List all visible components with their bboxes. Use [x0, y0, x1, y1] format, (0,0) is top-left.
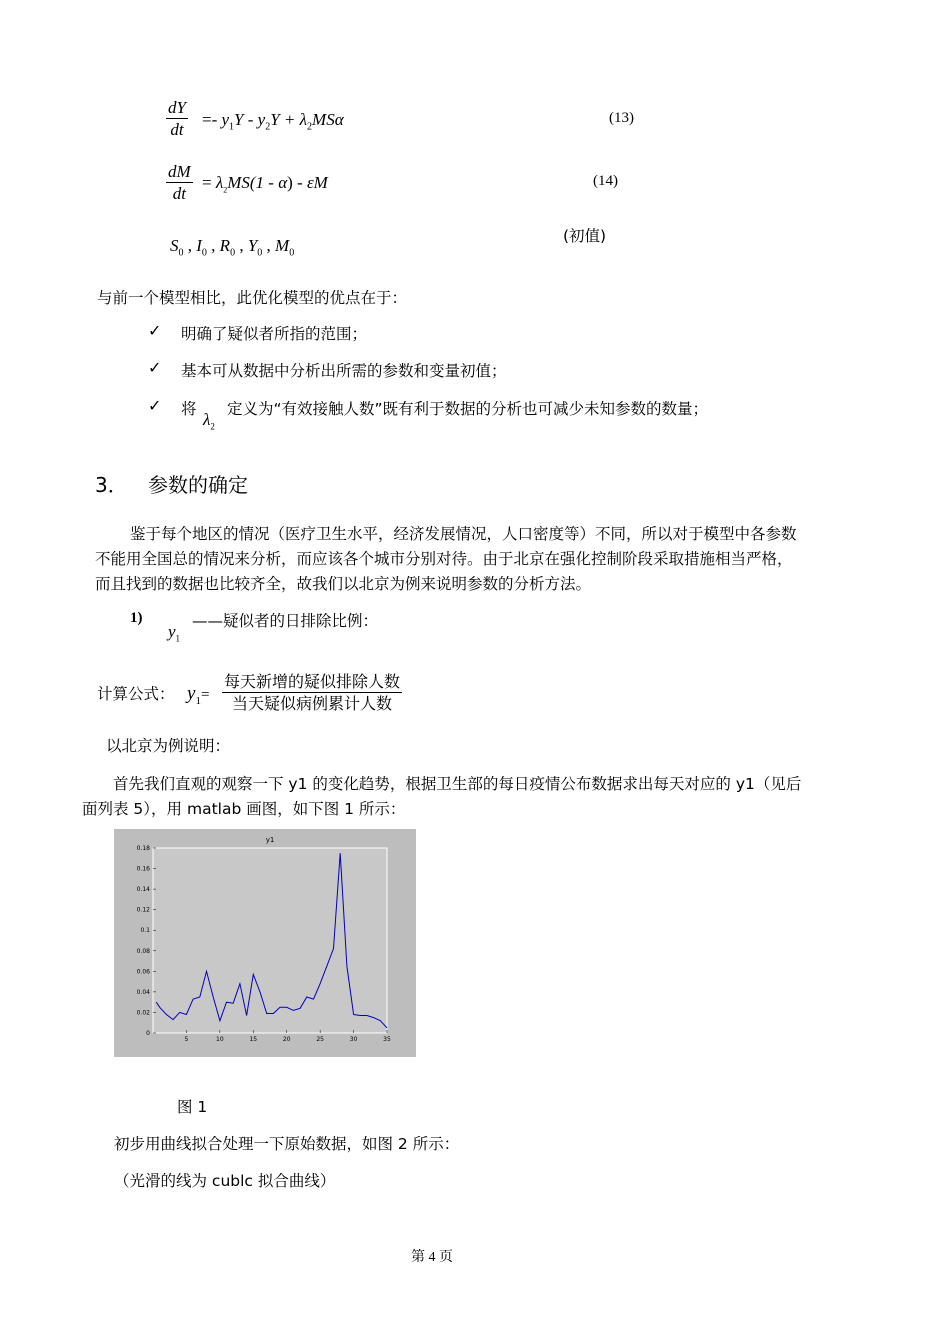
y-tick-label: 0.1 — [140, 927, 150, 935]
sep-4: , — [262, 236, 276, 255]
eq14-fraction — [166, 162, 193, 205]
y0-sub: 0 — [257, 247, 263, 259]
r0-sub: 0 — [230, 247, 236, 259]
eq13-rhs-b: Y - — [234, 110, 258, 129]
check-icon: ✓ — [148, 396, 162, 415]
x-tick-label: 10 — [216, 1036, 224, 1043]
subsection-number: 1) — [130, 610, 143, 626]
y-tick-label: 0.08 — [136, 947, 150, 955]
y-tick-label: 0.16 — [136, 865, 150, 873]
advantages-intro: 与前一个模型相比，此优化模型的优点在于： — [97, 289, 408, 307]
eq14-rhs-c: ) - — [287, 173, 307, 192]
check-icon: ✓ — [148, 321, 162, 340]
r0: R — [219, 236, 231, 255]
y1-symbol: y — [168, 622, 176, 641]
y-tick-label: 0.04 — [136, 988, 150, 996]
x-tick-label: 20 — [282, 1036, 291, 1043]
s0: S — [170, 236, 179, 255]
eq13-y2-sub: 2 — [265, 121, 271, 133]
eq13-y1: y — [221, 110, 230, 129]
y-tick-label: 0.18 — [136, 845, 150, 852]
eq13-rhs-d: MSα — [312, 110, 344, 129]
y-tick-label: 0.06 — [136, 968, 150, 976]
sep-2: , — [206, 236, 220, 255]
eq14-lambda: λ — [215, 173, 224, 192]
formula-lhs — [187, 683, 209, 707]
i0: I — [196, 236, 202, 255]
advantage-item-2: 基本可从数据中分析出所需的参数和变量初值； — [181, 362, 507, 380]
eq13-denominator: dt — [170, 120, 184, 139]
advantage-item-3-prefix: 将 — [181, 400, 197, 418]
x-tick-label: 15 — [249, 1036, 258, 1043]
eq14-numerator: dM — [168, 162, 191, 181]
i0-sub: 0 — [201, 247, 207, 259]
lambda-sub: 2 — [210, 421, 215, 432]
x-tick-label: 30 — [349, 1036, 358, 1043]
eq13-rhs — [202, 110, 344, 132]
example-label: 以北京为例说明： — [106, 737, 231, 755]
paragraph4: （光滑的线为 cublc 拟合曲线） — [114, 1172, 336, 1190]
y-tick-label: 0.12 — [136, 906, 150, 914]
eq13-lambda: λ — [299, 110, 308, 129]
eq14-lambda-sub: 2 — [223, 185, 228, 195]
formula-eq: = — [200, 687, 210, 703]
eq14-epsilon: εM — [306, 173, 328, 192]
formula-denominator: 当天疑似病例累计人数 — [232, 694, 393, 713]
section-number: 3． — [95, 473, 128, 497]
m0: M — [275, 236, 290, 255]
y0: Y — [247, 236, 258, 255]
y-tick-label: 0.02 — [136, 1009, 150, 1017]
advantage-item-3-lambda — [203, 410, 215, 431]
advantage-item-3-suffix: 定义为“有效接触人数”既有利于数据的分析也可减少未知参数的数量； — [227, 400, 709, 418]
sep-3: , — [235, 236, 248, 255]
y-tick-label: 0.14 — [136, 886, 150, 894]
sep-1: , — [183, 236, 197, 255]
paragraph2-line1: 首先我们直观的观察一下 y1 的变化趋势，根据卫生部的每日疫情公布数据求出每天对应的 y1（见后 — [113, 775, 802, 793]
x-tick-label: 25 — [316, 1036, 324, 1043]
eq13-number: (13) — [609, 110, 634, 126]
lambda-symbol: λ — [203, 410, 211, 429]
formula-fraction — [222, 672, 402, 715]
eq14-rhs-a: = — [202, 173, 216, 192]
initial-values-label: (初值) — [563, 227, 607, 245]
formula-y: y — [187, 683, 196, 704]
m0-sub: 0 — [289, 247, 295, 259]
eq13-lambda-sub: 2 — [307, 121, 313, 133]
advantage-item-1: 明确了疑似者所指的范围； — [181, 325, 368, 343]
figure-caption: 图 1 — [177, 1098, 208, 1116]
y1-sub: 1 — [175, 633, 181, 644]
subsection-symbol — [168, 622, 180, 643]
figure1-chart — [114, 829, 416, 1057]
eq13-y2: y — [257, 110, 266, 129]
eq13-numerator: dY — [168, 98, 186, 117]
section-title: 参数的确定 — [148, 473, 248, 497]
eq14-rhs — [202, 173, 328, 194]
eq13-fraction — [166, 98, 188, 141]
eq14-number: (14) — [593, 173, 618, 189]
chart-title: y1 — [265, 836, 275, 844]
check-icon: ✓ — [148, 358, 162, 377]
subsection-title: ——疑似者的日排除比例： — [192, 612, 379, 630]
paragraph1-line3: 而且找到的数据也比较齐全，故我们以北京为例来说明参数的分析方法。 — [95, 575, 592, 593]
formula-y-sub: 1 — [195, 694, 201, 707]
eq13-rhs-c: Y + — [270, 110, 300, 129]
x-tick-label: 35 — [383, 1036, 391, 1043]
eq14-rhs-b: MS(1 - — [227, 173, 279, 192]
eq13-rhs-a: =- — [202, 110, 222, 129]
eq14-alpha: α — [278, 173, 288, 192]
eq14-denominator: dt — [172, 184, 186, 203]
formula-label: 计算公式： — [97, 685, 175, 703]
y-tick-label: 0 — [146, 1030, 150, 1037]
initial-values — [170, 236, 294, 258]
paragraph1-line2: 不能用全国总的情况来分析，而应该各个城市分别对待。由于北京在强化控制阶段采取措施相当严格， — [95, 550, 793, 568]
paragraph3: 初步用曲线拟合处理一下原始数据，如图 2 所示： — [114, 1135, 460, 1153]
page-number: 第 4 页 — [411, 1250, 453, 1265]
paragraph2-line2: 面列表 5），用 matlab 画图，如下图 1 所示： — [82, 800, 406, 818]
eq13-y1-sub: 1 — [229, 121, 235, 133]
x-tick-label: 5 — [184, 1036, 189, 1043]
formula-numerator: 每天新增的疑似排除人数 — [224, 672, 401, 691]
paragraph1-line1: 鉴于每个地区的情况（医疗卫生水平，经济发展情况，人口密度等）不同，所以对于模型中各参数 — [130, 525, 797, 543]
s0-sub: 0 — [178, 247, 184, 259]
